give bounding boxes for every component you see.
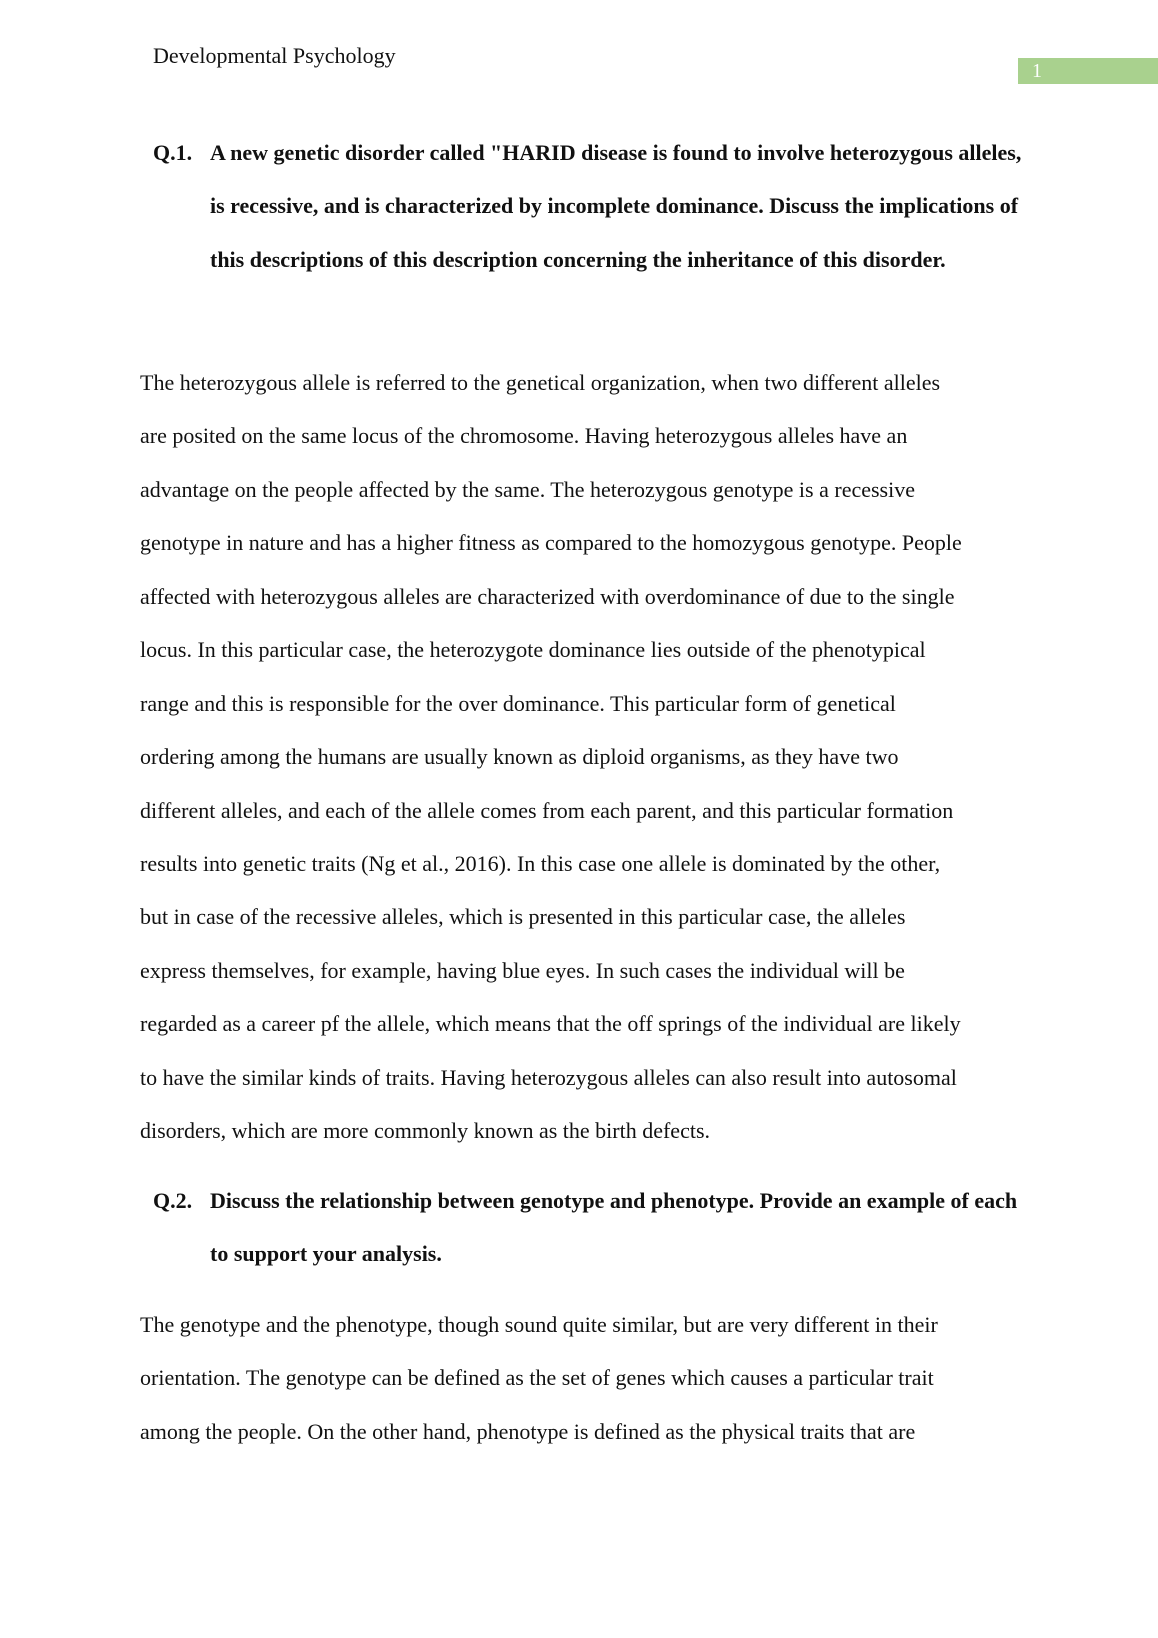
running-header: Developmental Psychology (153, 43, 396, 68)
question-text: A new genetic disorder called "HARID disease is found to involve heterozygous alleles, is recessive, and is characterized by incomplete dominance. Discuss the implications of this descriptions of this description concerning the inheritance of this disorder. (210, 140, 1022, 272)
question-text: Discuss the relationship between genotype and phenotype. Provide an example of each to support your analysis. (210, 1188, 1018, 1267)
text-line: range and this is responsible for the over dominance. This particular form of genetical (140, 690, 896, 716)
text-line: but in case of the recessive alleles, which is presented in this particular case, the alleles (140, 904, 906, 930)
text-line: disorders, which are more commonly known as the birth defects. (140, 1118, 711, 1144)
question-1 (153, 126, 1023, 286)
question-2 (153, 1174, 1023, 1281)
text-line: orientation. The genotype can be defined as the set of genes which causes a particular trait (140, 1365, 934, 1391)
page-number: 1 (1018, 58, 1158, 84)
text-line: affected with heterozygous alleles are characterized with overdominance of due to the single (140, 583, 955, 609)
text-line: genotype in nature and has a higher fitness as compared to the homozygous genotype. People (140, 530, 962, 556)
question-number: Q.1. (153, 140, 193, 165)
text-line: locus. In this particular case, the heterozygote dominance lies outside of the phenotypical (140, 637, 926, 663)
text-line: to have the similar kinds of traits. Having heterozygous alleles can also result into autosomal (140, 1064, 957, 1090)
text-line: results into genetic traits (Ng et al., 2016). In this case one allele is dominated by the other, (140, 850, 941, 876)
text-line: among the people. On the other hand, phenotype is defined as the physical traits that are (140, 1418, 916, 1444)
text-line: different alleles, and each of the allele comes from each parent, and this particular formation (140, 797, 954, 823)
text-line: regarded as a career pf the allele, which means that the off springs of the individual are likely (140, 1011, 961, 1037)
text-line: are posited on the same locus of the chromosome. Having heterozygous alleles have an (140, 423, 908, 449)
answer-2-paragraph (140, 1298, 1020, 1458)
text-line: The heterozygous allele is referred to the genetical organization, when two different alleles (140, 370, 941, 395)
text-line: express themselves, for example, having blue eyes. In such cases the individual will be (140, 957, 905, 983)
answer-1-paragraph (140, 356, 1020, 1158)
text-line: advantage on the people affected by the same. The heterozygous genotype is a recessive (140, 476, 915, 502)
text-line: ordering among the humans are usually known as diploid organisms, as they have two (140, 744, 899, 770)
question-number: Q.2. (153, 1188, 193, 1213)
text-line: The genotype and the phenotype, though sound quite similar, but are very different in their (140, 1312, 938, 1337)
